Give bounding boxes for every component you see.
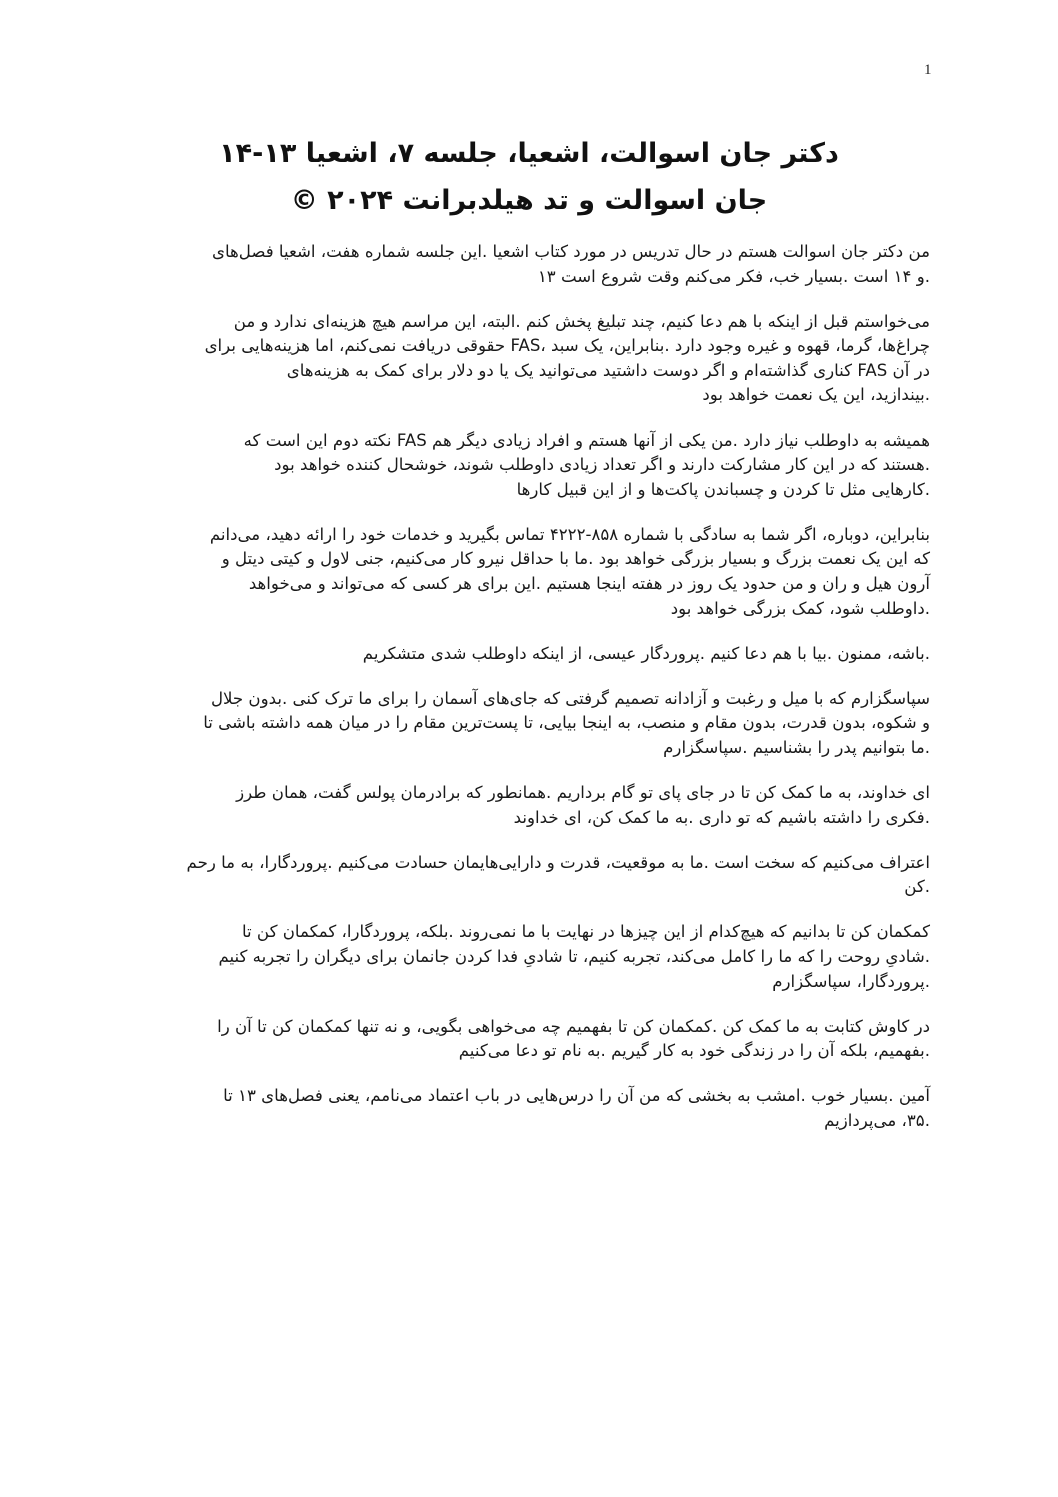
paragraph-5 xyxy=(128,642,930,667)
text-line: .کن xyxy=(904,877,930,897)
text-line: .شادیِ روحت را که ما را کامل می‌کند، تجربه کنیم، تا شادیِ فدا کردن جانمان برای دیگران را تجربه کنیم xyxy=(218,947,930,967)
text-line: .و ۱۴ است .بسیار خب، فکر می‌کنم وقت شروع است ۱۳ xyxy=(537,266,930,286)
paragraph-10 xyxy=(128,1015,930,1064)
text-line: .پروردگارا، سپاسگزارم xyxy=(772,971,930,991)
paragraph-11 xyxy=(128,1084,930,1133)
paragraph-3 xyxy=(128,429,930,503)
text-line: .۳۵، می‌پردازیم xyxy=(824,1111,930,1131)
text-line: ای خداوند، به ما کمک کن تا در جای پای تو گام برداریم .همانطور که برادرمان پولس گفت، همان طرز xyxy=(236,783,930,803)
title-line-1: دکتر جان اسوالت، اشعیا، جلسه ۷، اشعیا ۱۳-۱۴ xyxy=(219,138,839,169)
text-line: .بیندازید، این یک نعمت خواهد بود xyxy=(702,385,930,405)
text-line: .کارهایی مثل تا کردن و چسباندن پاکت‌ها و از این قبیل کارها xyxy=(516,479,930,499)
text-line: می‌خواستم قبل از اینکه با هم دعا کنیم، چند تبلیغ پخش کنم .البته، این مراسم هیچ هزینه‌ای ندارد و من xyxy=(233,311,930,331)
paragraph-4 xyxy=(128,523,930,621)
text-line: سپاسگزارم که با میل و رغبت و آزادانه تصمیم گرفتی که جای‌های آسمان را برای ما ترک کنی .بدون جلال xyxy=(210,688,930,708)
text-line: .داوطلب شود، کمک بزرگی خواهد بود xyxy=(670,598,930,618)
text-line: و شکوه، بدون قدرت، بدون مقام و منصب، به اینجا بیایی، تا پست‌ترین مقام را در میان همه داشته باشی تا xyxy=(203,713,930,733)
paragraph-6 xyxy=(128,687,930,761)
text-line: در کاوش کتابت به ما کمک کن .کمکمان کن تا بفهمیم چه می‌خواهی بگویی، و نه تنها کمکمان کن تا آن را xyxy=(217,1016,930,1036)
page-number: 1 xyxy=(924,62,932,78)
document-title xyxy=(60,130,998,224)
text-line: چراغ‌ها، گرما، قهوه و غیره وجود دارد .بنابراین، یک سبد ،FAS حقوقی دریافت نمی‌کنم، اما هزینه‌هایی برای xyxy=(204,336,930,356)
text-line: کمکمان کن تا بدانیم که هیچ‌کدام از این چیزها در نهایت با ما نمی‌روند .بلکه، پروردگارا، کمکمان کن تا xyxy=(241,922,930,942)
text-line: آرون هیل و ران و من حدود یک روز در هفته اینجا هستیم .این برای هر کسی که می‌تواند و می‌خواهد xyxy=(248,574,930,594)
paragraph-8 xyxy=(128,851,930,900)
text-line: .فکری را داشته باشیم که تو داری .به ما کمک کن، ای خداوند xyxy=(513,807,930,827)
text-line: من دکتر جان اسوالت هستم در حال تدریس در مورد کتاب اشعیا .این جلسه شماره هفت، اشعیا فصل‌های xyxy=(211,242,930,261)
paragraph-1 xyxy=(128,240,930,289)
paragraph-9 xyxy=(128,920,930,994)
text-line: .باشه، ممنون .بیا با هم دعا کنیم .پروردگار عیسی، از اینکه داوطلب شدی متشکریم xyxy=(362,643,930,663)
text-line: .هستند که در این کار مشارکت دارند و اگر تعداد زیادی داوطلب شوند، خوشحال کننده خواهد بود xyxy=(274,455,930,475)
text-line: .ما بتوانیم پدر را بشناسیم .سپاسگزارم xyxy=(663,738,930,757)
text-line: بنابراین، دوباره، اگر شما به سادگی با شماره ۸۵۸-۴۲۲۲ تماس بگیرید و خدمات خود را ارائه دهید، می‌دانم xyxy=(209,524,930,544)
text-line: آمین .بسیار خوب .امشب به بخشی که من آن را درس‌هایی در باب اعتماد می‌نامم، یعنی فصل‌های ۱۳ تا xyxy=(223,1086,930,1106)
paragraph-2 xyxy=(128,310,930,408)
title-line-2: جان اسوالت و تد هیلدبرانت ۲۰۲۴ © xyxy=(290,185,768,216)
text-line: که این یک نعمت بزرگ و بسیار بزرگی خواهد بود .ما با حداقل نیرو کار می‌کنیم، جنی لاول و کیتی دیتل و xyxy=(221,549,930,569)
document-body xyxy=(128,240,930,1154)
text-line: اعتراف می‌کنیم که سخت است .ما به موقعیت، قدرت و دارایی‌هایمان حسادت می‌کنیم .پروردگارا، به ما رحم xyxy=(186,852,930,872)
text-line: .بفهمیم، بلکه آن را در زندگی خود به کار گیریم .به نام تو دعا می‌کنیم xyxy=(458,1041,930,1061)
text-line: همیشه به داوطلب نیاز دارد .من یکی از آنها هستم و افراد زیادی دیگر هم FAS نکته دوم این است که xyxy=(243,430,930,450)
text-line: در آن FAS کناری گذاشته‌ام و اگر دوست داشتید می‌توانید یک یا دو دلار برای کمک به هزینه‌های xyxy=(286,360,930,380)
paragraph-7 xyxy=(128,781,930,830)
